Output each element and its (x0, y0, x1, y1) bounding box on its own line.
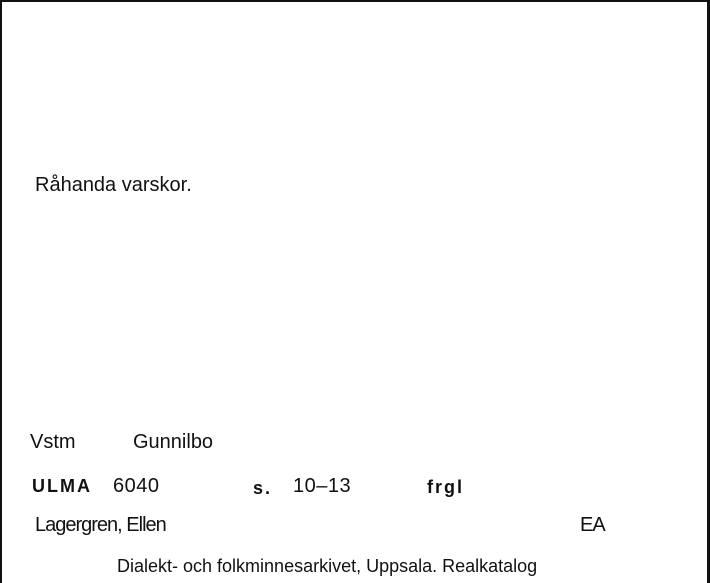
province-code: Vstm (30, 431, 76, 453)
recorder-name: Lagergren, Ellen (35, 514, 166, 536)
page-range: 10–13 (293, 475, 352, 497)
record-type: frgl (427, 477, 464, 497)
card-title: Råhanda varskor. (35, 174, 192, 196)
parish-name: Gunnilbo (133, 431, 214, 453)
recorder-initials: EA (580, 514, 605, 536)
archive-code: ULMA (32, 476, 92, 496)
record-number: 6040 (113, 475, 160, 497)
page-label: s. (253, 478, 273, 498)
archive-footer: Dialekt- och folkminnesarkivet, Uppsala. Realkatalog (117, 556, 538, 576)
